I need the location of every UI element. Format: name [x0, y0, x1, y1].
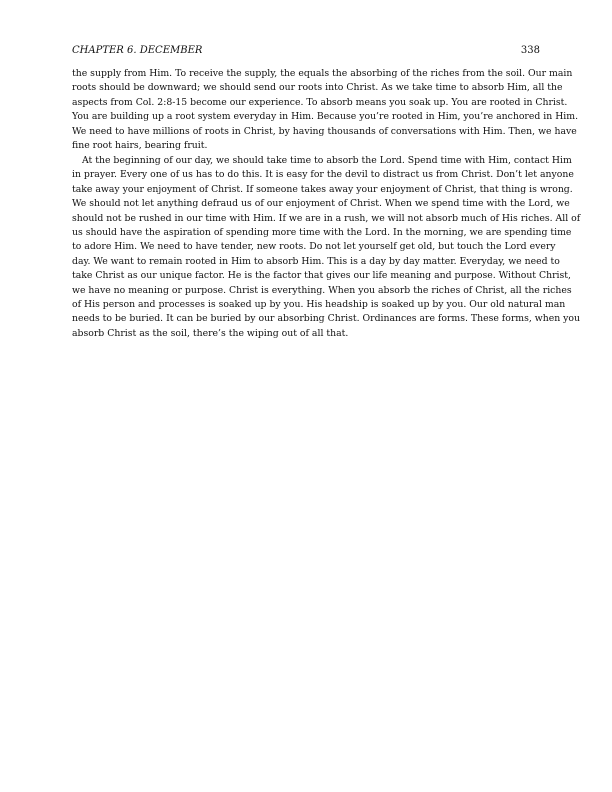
text-line: needs to be buried. It can be buried by our absorbing Christ. Ordinances are forms. These forms, when you	[72, 313, 581, 325]
text-line: You are building up a root system everyday in Him. Because you’re rooted in Him, you’re anchored in Him.	[72, 111, 579, 123]
text-line: fine root hairs, bearing fruit.	[72, 139, 208, 151]
text-line: to adore Him. We need to have tender, new roots. Do not let yourself get old, but touch the Lord every	[72, 241, 556, 253]
text-line: we have no meaning or purpose. Christ is everything. When you absorb the riches of Christ, all the riches	[72, 284, 572, 296]
paragraph-2	[72, 154, 581, 341]
text-line: take Christ as our unique factor. He is the factor that gives our life meaning and purpose. Without Christ,	[72, 270, 571, 282]
paragraph-1	[72, 67, 579, 153]
text-line: in prayer. Every one of us has to do this. It is easy for the devil to distract us from Christ. Don’t let anyone	[72, 169, 574, 181]
text-line: of His person and processes is soaked up by you. His headship is soaked up by you. Our old natural man	[72, 298, 566, 310]
text-line: aspects from Col. 2:8-15 become our experience. To absorb means you soak up. You are rooted in Christ.	[72, 96, 568, 108]
text-line: us should have the aspiration of spending more time with the Lord. In the morning, we are spending time	[72, 226, 572, 238]
text-line: the supply from Him. To receive the supply, the equals the absorbing of the riches from the soil. Our main	[72, 68, 573, 79]
text-line: roots should be downward; we should send our roots into Christ. As we take time to absorb Him, all the	[72, 82, 563, 94]
page-number: 338	[520, 45, 540, 56]
text-line: take away your enjoyment of Christ. If someone takes away your enjoyment of Christ, that thing is wrong.	[72, 183, 573, 195]
text-line: We should not let anything defraud us of our enjoyment of Christ. When we spend time with the Lord, we	[72, 198, 570, 210]
chapter-title: CHAPTER 6. DECEMBER	[72, 45, 203, 56]
text-line: should not be rushed in our time with Him. If we are in a rush, we will not absorb much of His riches. All of	[72, 212, 581, 224]
text-line: absorb Christ as the soil, there’s the wiping out of all that.	[72, 327, 349, 339]
text-line: We need to have millions of roots in Christ, by having thousands of conversations with Him. Then, we have	[72, 125, 577, 137]
text-line: day. We want to remain rooted in Him to absorb Him. This is a day by day matter. Everyday, we need to	[72, 255, 560, 267]
running-header	[72, 45, 540, 56]
text-line: At the beginning of our day, we should take time to absorb the Lord. Spend time with Him, contact Him	[82, 155, 572, 166]
